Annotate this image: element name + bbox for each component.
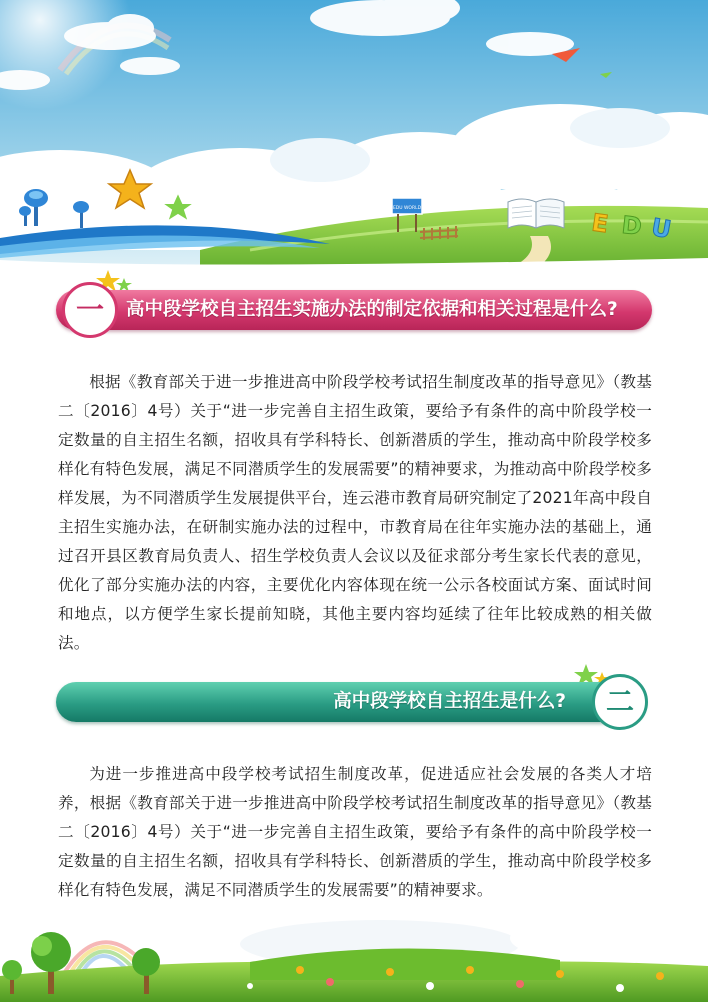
section-1-header	[56, 290, 652, 330]
svg-text:E: E	[589, 208, 611, 239]
svg-text:D: D	[620, 210, 644, 241]
section-1-title: 高中段学校自主招生实施办法的制定依据和相关过程是什么?	[126, 299, 618, 320]
section-2-title: 高中段学校自主招生是什么?	[333, 691, 566, 712]
section-2-header	[56, 682, 646, 722]
book-icon	[508, 199, 564, 228]
section-1-number-badge: 一	[62, 282, 118, 338]
sky-banner	[0, 0, 708, 280]
section-1-body: 根据《教育部关于进一步推进高中阶段学校考试招生制度改革的指导意见》（教基二〔2016〕4号）关于“进一步完善自主招生政策，要给予有条件的高中阶段学校一定数量的自主招生名额，招收具有学科特长、创新潜质的学生，推动高中阶段学校多样化有特色发展，满足不同潜质学生的发展需要”的精神要求，为推动高中阶段学校多样发展，为不同潜质学生发展提供平台，连云港市教育局研究制定了2021年高中段自主招生实施办法，在研制实施办法的过程中，市教育局在往年实施办法的基础上，通过召开县区教育局负责人、招生学校负责人会议以及征求部分考生家长代表的意见，优化了部分实施办法的内容，主要优化内容体现在统一公示各校面试方案、面试时间和地点，以方便学生家长提前知晓，其他主要内容均延续了往年比较成熟的相关做法。	[58, 373, 652, 652]
svg-text:EDU WORLD: EDU WORLD	[392, 206, 422, 211]
section-2-body: 为进一步推进高中段学校考试招生制度改革，促进适应社会发展的各类人才培养，根据《教育部关于进一步推进高中阶段学校考试招生制度改革的指导意见》（教基二〔2016〕4号）关于“进一步完善自主招生政策，要给予有条件的高中阶段学校一定数量的自主招生名额，招收具有学科特长、创新潜质的学生，推动高中阶段学校多样化有特色发展，满足不同潜质学生的发展需要”的精神要求。	[58, 765, 652, 899]
bottom-landscape	[0, 900, 708, 1002]
svg-text:U: U	[649, 213, 674, 245]
section-2-number-badge: 二	[592, 674, 648, 730]
